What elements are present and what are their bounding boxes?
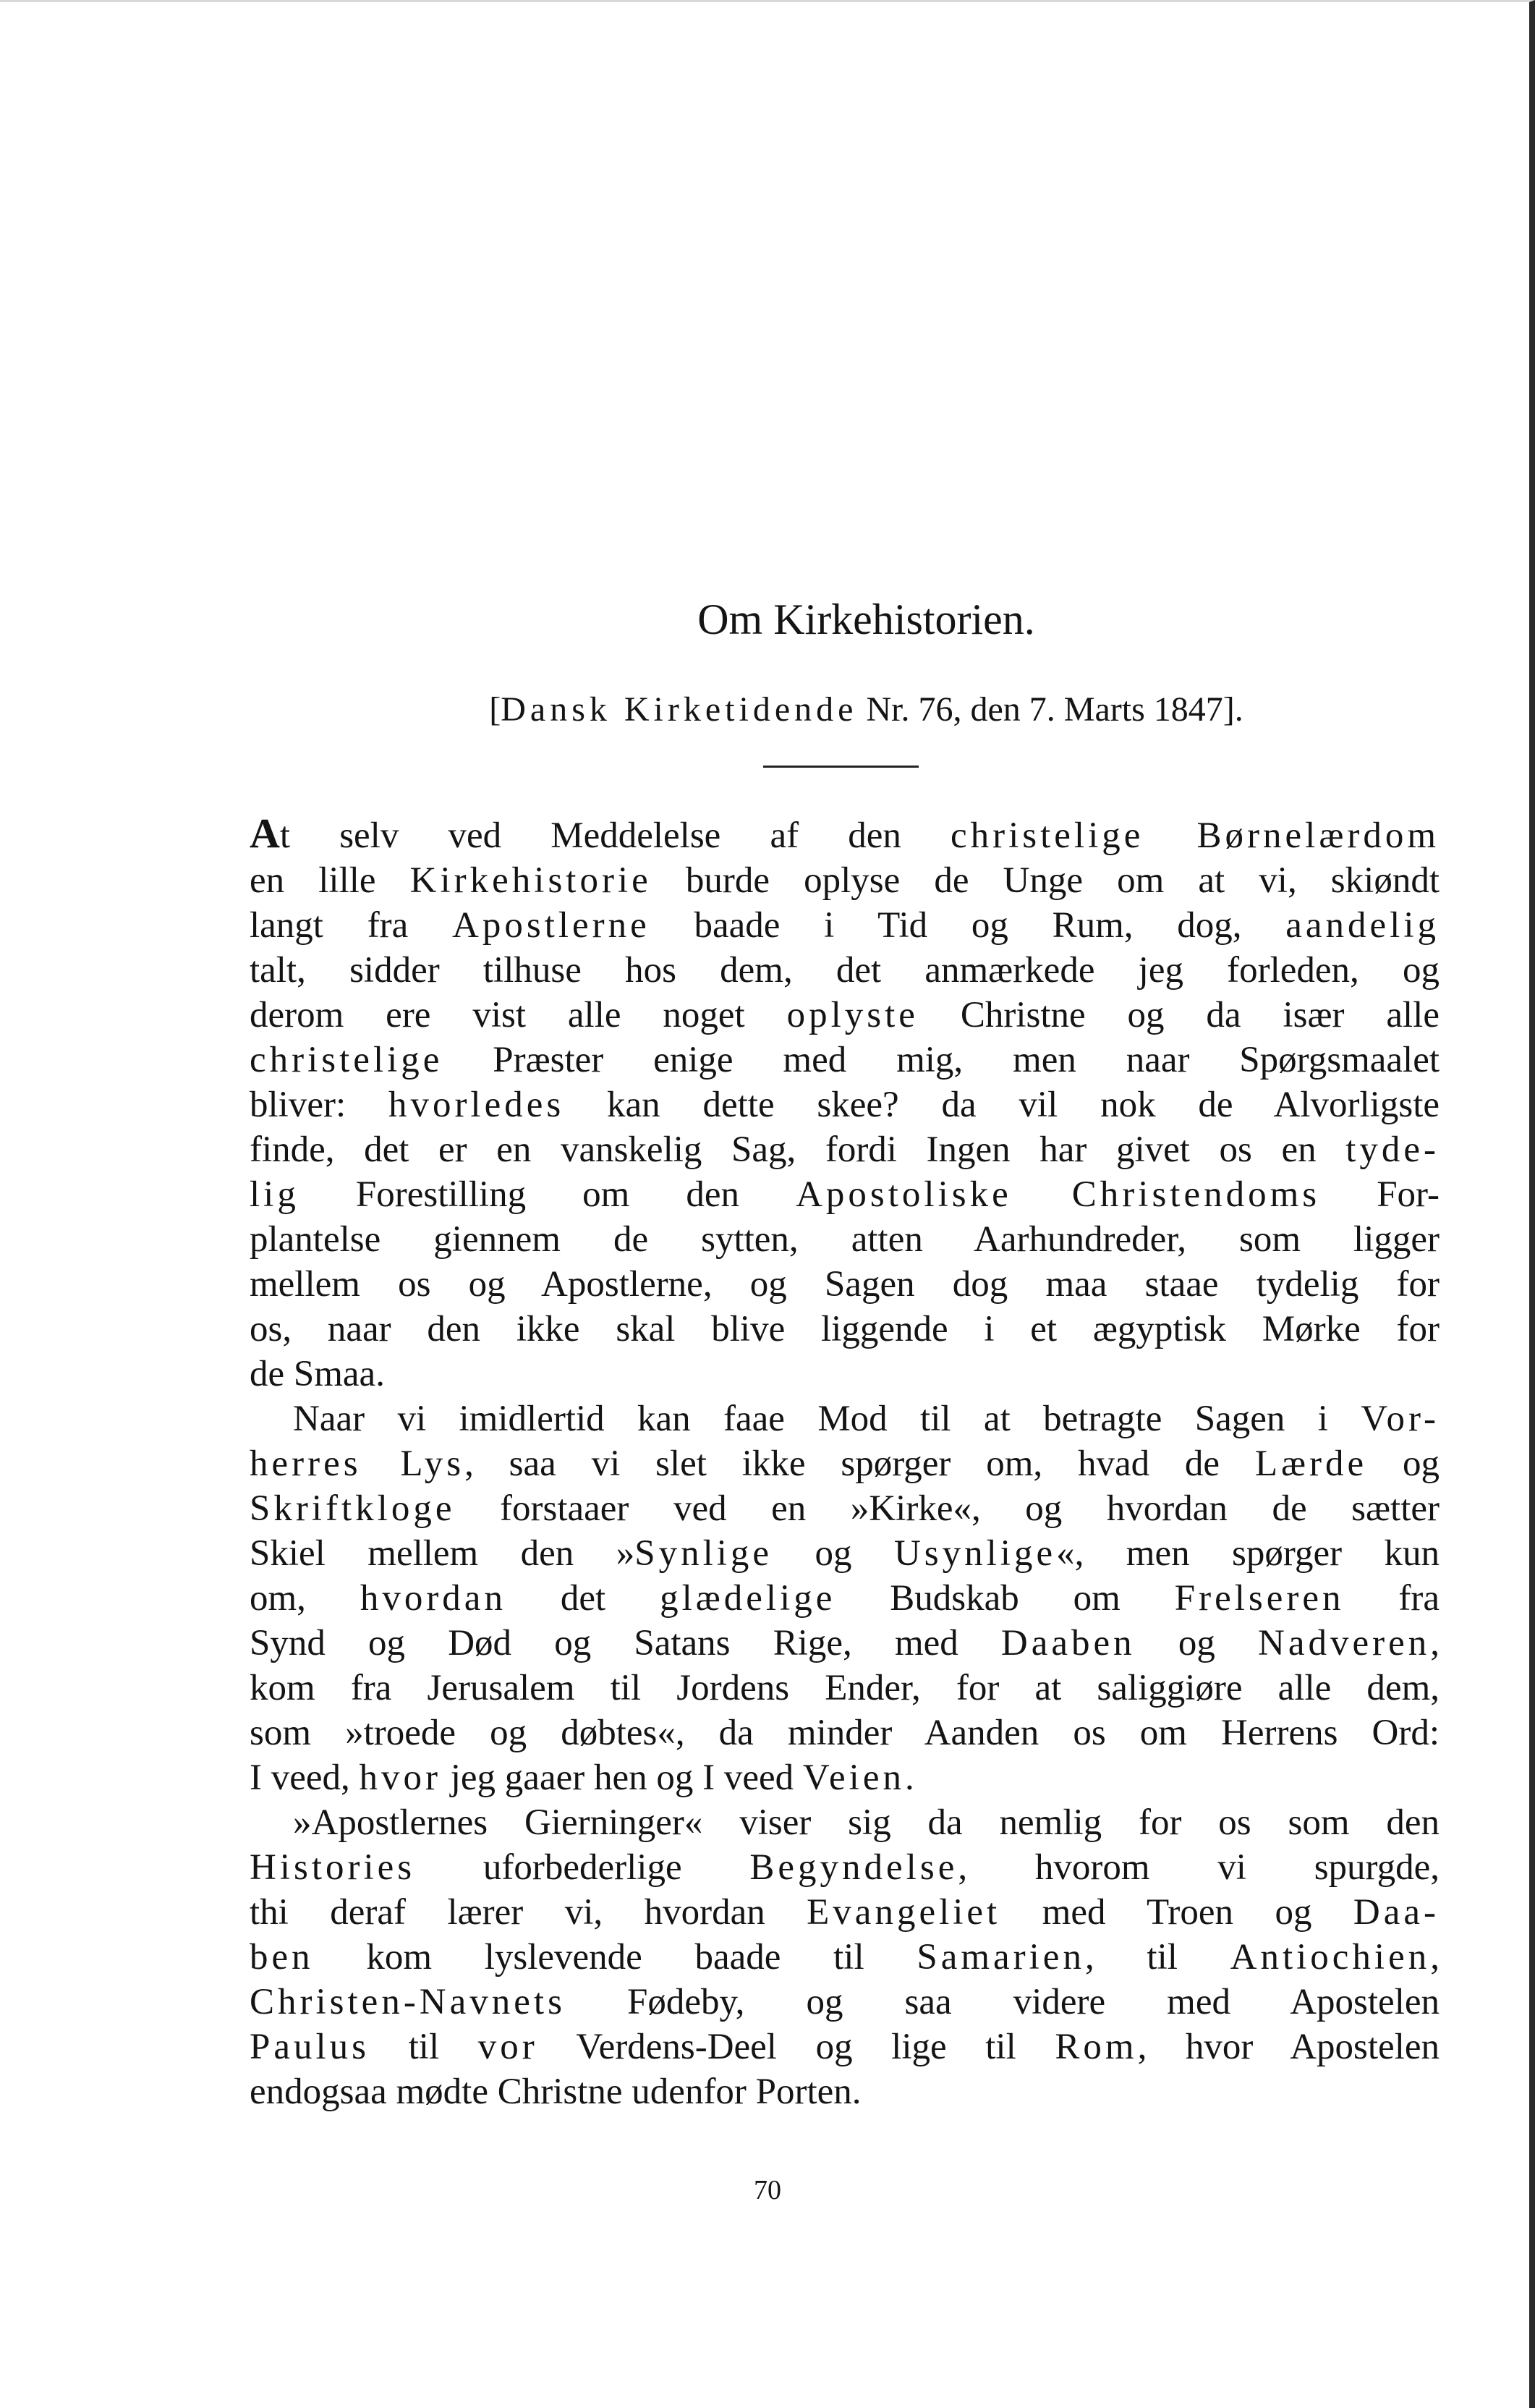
text-line (250, 2025, 1440, 2069)
spaced-emphasis: Skriftkloge (250, 1488, 456, 1529)
text-run: som »troede og døbtes«, da minder Aanden os om Herrens Ord: (250, 1712, 1440, 1753)
text-run: «, men spørger kun (1056, 1532, 1440, 1574)
spaced-emphasis: Histories (250, 1847, 416, 1888)
text-run: baade i Tid og Rum, dog, (650, 904, 1286, 946)
spaced-emphasis: Christen-Navnets (250, 1981, 566, 2022)
spaced-emphasis: Evangeliet (807, 1891, 1001, 1933)
spaced-emphasis: christelige (250, 1039, 443, 1080)
source-bracket: [ (489, 690, 501, 729)
text-line (250, 1396, 1440, 1441)
spaced-emphasis: tyde- (1345, 1129, 1440, 1170)
text-run: , hvor Apostelen (1137, 2026, 1440, 2067)
text-run: Fødeby, og saa videre med Apostelen (565, 1981, 1440, 2022)
text-run: , (1430, 1622, 1440, 1663)
spaced-emphasis: christelige Børnelærdom (950, 815, 1440, 856)
spaced-emphasis: ben (250, 1936, 314, 1977)
initial-letter: A (250, 809, 280, 857)
text-line (250, 993, 1440, 1038)
spaced-emphasis: hvor (359, 1757, 441, 1798)
article-title: Om Kirkehistorien. (697, 595, 1035, 643)
text-run: plantelse giennem de sytten, atten Aarhundreder, som ligger (250, 1218, 1440, 1260)
text-run: . (904, 1757, 914, 1798)
spaced-emphasis: hvordan (360, 1577, 506, 1619)
text-run: med Troen og (1000, 1891, 1353, 1933)
text-line (250, 811, 1440, 858)
text-run: om, (250, 1577, 360, 1619)
spaced-emphasis: Nadveren (1258, 1622, 1431, 1663)
text-line (250, 1935, 1440, 1980)
spaced-emphasis: lig (250, 1174, 299, 1215)
text-run: kom fra Jerusalem til Jordens Ender, for at saliggiøre alle dem, (250, 1667, 1440, 1708)
spaced-emphasis: aandelig (1285, 904, 1440, 946)
text-line (250, 1576, 1440, 1621)
text-run: I veed, (250, 1757, 360, 1798)
text-line (250, 1172, 1440, 1217)
text-line (250, 1621, 1440, 1666)
text-line (250, 1710, 1440, 1755)
spaced-emphasis: Veien (802, 1757, 905, 1798)
text-run: Skiel mellem den » (250, 1532, 635, 1574)
text-line (250, 2069, 1440, 2114)
text-run: , (1430, 1936, 1440, 1977)
text-run: , saa vi slet ikke spørger om, hvad de (464, 1443, 1255, 1484)
text-run: os, naar den ikke skal blive liggende i et ægyptisk Mørke for (250, 1308, 1440, 1349)
text-line (250, 1217, 1440, 1262)
text-run: thi deraf lærer vi, hvordan (250, 1891, 807, 1933)
text-line (250, 1531, 1440, 1576)
text-line (250, 1890, 1440, 1935)
spaced-emphasis: Begyndelse (749, 1847, 958, 1888)
text-line (250, 1307, 1440, 1352)
text-run: bliver: (250, 1084, 388, 1125)
article-source (250, 689, 1440, 731)
spaced-emphasis: vor (477, 2026, 538, 2067)
spaced-emphasis: oplyste (786, 994, 919, 1035)
paragraph (250, 811, 1440, 1396)
text-run: Naar vi imidlertid kan faae Mod til at betragte Sagen i (293, 1398, 1361, 1439)
text-run: , hvorom vi spurgde, (958, 1847, 1440, 1888)
text-line (250, 1800, 1440, 1845)
text-run: burde oplyse de Unge om at vi, skiøndt (651, 860, 1440, 901)
article-body (250, 811, 1440, 2114)
spaced-emphasis: Synlige (634, 1532, 773, 1574)
spaced-emphasis: Frelseren (1174, 1577, 1345, 1619)
text-run: kan dette skee? da vil nok de Alvorligste (564, 1084, 1440, 1125)
spaced-emphasis: Lærde (1254, 1443, 1368, 1484)
text-line (250, 1262, 1440, 1307)
text-line (250, 1127, 1440, 1172)
text-run: Præster enige med mig, men naar Spørgsmaalet (443, 1039, 1440, 1080)
text-run: Budskab om (835, 1577, 1175, 1619)
text-line (250, 1441, 1440, 1486)
spaced-emphasis: Apostlerne (452, 904, 650, 946)
text-run: og (1367, 1443, 1440, 1484)
spaced-emphasis: hvorledes (388, 1084, 565, 1125)
text-line (250, 1755, 1440, 1800)
text-run: For- (1320, 1174, 1440, 1215)
text-line (250, 1980, 1440, 2025)
spaced-emphasis: glædelige (660, 1577, 836, 1619)
text-run: Forestilling om den (299, 1174, 796, 1215)
text-run: langt fra (250, 904, 453, 946)
spaced-emphasis: Daa- (1353, 1891, 1440, 1933)
spaced-emphasis: Paulus (250, 2026, 370, 2067)
paragraph (250, 1800, 1440, 2114)
spaced-emphasis: Daaben (1000, 1622, 1136, 1663)
text-line (250, 858, 1440, 903)
paragraph (250, 1396, 1440, 1800)
source-publication: Dansk Kirketidende (501, 690, 858, 729)
text-run: en lille (250, 860, 410, 901)
text-line (250, 903, 1440, 948)
spaced-emphasis: Apostoliske Christendoms (796, 1174, 1321, 1215)
text-run: kom lyslevende baade til (313, 1936, 917, 1977)
text-line (250, 1038, 1440, 1082)
spaced-emphasis: Rom (1055, 2026, 1138, 2067)
page-number: 70 (754, 2175, 781, 2205)
text-line (250, 1486, 1440, 1531)
text-run: de Smaa. (250, 1353, 385, 1394)
text-run: , til (1084, 1936, 1230, 1977)
text-run: det (506, 1577, 660, 1619)
text-run: »Apostlernes Gierninger« viser sig da nemlig for os som den (293, 1802, 1440, 1843)
title-divider (763, 766, 919, 768)
spaced-emphasis: Kirkehistorie (409, 860, 652, 901)
text-run: til (370, 2026, 478, 2067)
text-run: jeg gaaer hen og I veed (441, 1757, 803, 1798)
text-run: t selv ved Meddelelse af den (279, 815, 951, 856)
spaced-emphasis: Samarien (917, 1936, 1085, 1977)
text-run: Verdens-Deel og lige til (537, 2026, 1055, 2067)
text-run: derom ere vist alle noget (250, 994, 787, 1035)
text-line (250, 1666, 1440, 1710)
text-line (250, 1352, 1440, 1396)
text-run: talt, sidder tilhuse hos dem, det anmærkede jeg forleden, og (250, 949, 1440, 991)
source-issue: Nr. 76, den 7. Marts 1847]. (857, 690, 1243, 729)
book-page (250, 593, 1440, 2114)
text-line (250, 1082, 1440, 1127)
text-run: endogsaa mødte Christne udenfor Porten. (250, 2071, 862, 2112)
spaced-emphasis: Vor- (1361, 1398, 1440, 1439)
text-run: Synd og Død og Satans Rige, med (250, 1622, 1001, 1663)
text-run: forstaaer ved en »Kirke«, og hvordan de sætter (455, 1488, 1440, 1529)
text-run: Christne og da især alle (918, 994, 1440, 1035)
spaced-emphasis: Antiochien (1230, 1936, 1431, 1977)
spaced-emphasis: Usynlige (893, 1532, 1057, 1574)
text-line (250, 948, 1440, 993)
text-run: finde, det er en vanskelig Sag, fordi Ingen har givet os en (250, 1129, 1346, 1170)
text-run: fra (1344, 1577, 1440, 1619)
spaced-emphasis: herres Lys (250, 1443, 465, 1484)
text-line (250, 1845, 1440, 1890)
text-run: uforbederlige (415, 1847, 750, 1888)
text-run: og (1135, 1622, 1259, 1663)
text-run: mellem os og Apostlerne, og Sagen dog maa staae tydelig for (250, 1263, 1440, 1305)
text-run: og (773, 1532, 894, 1574)
